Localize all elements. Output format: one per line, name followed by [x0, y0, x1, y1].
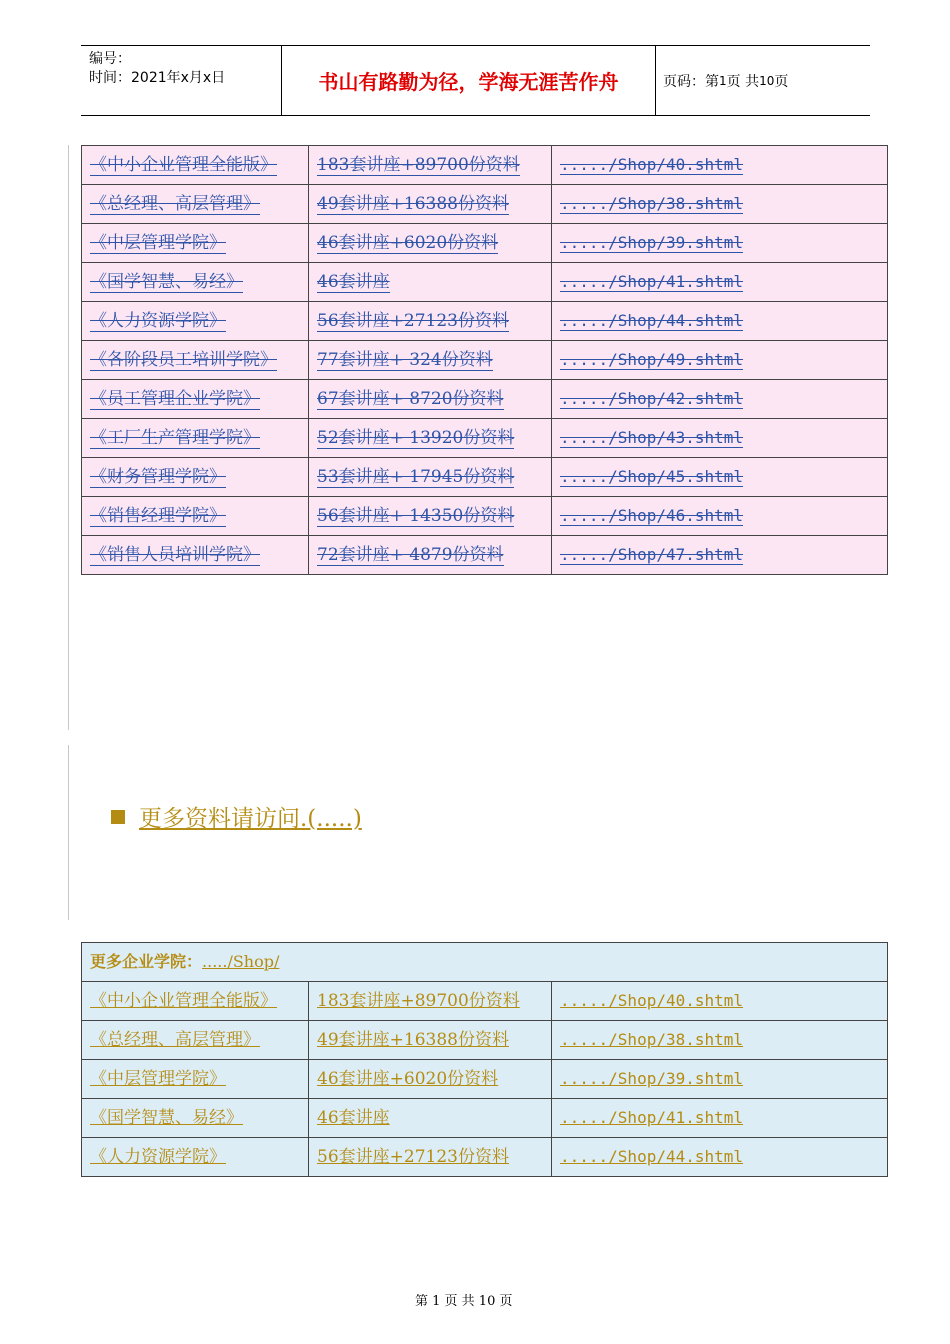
course-name-link[interactable]: 《总经理、高层管理》	[90, 1030, 260, 1050]
page-mid: 页 共	[726, 73, 760, 90]
table-cell	[552, 458, 888, 497]
course-desc-link[interactable]: 49套讲座+16388份资料	[317, 1030, 509, 1050]
table-row	[82, 263, 888, 302]
table-cell	[82, 263, 309, 302]
page-prefix: 页码：第	[663, 73, 719, 90]
course-desc-link[interactable]: 56套讲座+27123份资料	[317, 1147, 509, 1167]
table-cell	[309, 458, 552, 497]
course-desc-link[interactable]: 72套讲座+ 4879份资料	[317, 545, 504, 565]
course-url-link[interactable]: ...../Shop/39.shtml	[560, 233, 744, 252]
table-row	[82, 419, 888, 458]
course-name-link[interactable]: 《中层管理学院》	[90, 233, 226, 253]
course-desc-link[interactable]: 46套讲座	[317, 1108, 390, 1128]
table-cell	[82, 1099, 309, 1138]
table-cell	[82, 1138, 309, 1177]
course-name-link[interactable]: 《销售人员培训学院》	[90, 545, 260, 565]
table-cell	[309, 419, 552, 458]
table-row	[82, 497, 888, 536]
course-url-link[interactable]: ...../Shop/44.shtml	[560, 311, 744, 330]
course-desc-link[interactable]: 67套讲座+ 8720份资料	[317, 389, 504, 409]
table-heading-link[interactable]: ...../Shop/	[202, 952, 280, 971]
table-row	[82, 341, 888, 380]
document-header	[81, 45, 870, 116]
table-row	[82, 536, 888, 575]
course-desc-link[interactable]: 46套讲座+6020份资料	[317, 1069, 499, 1089]
table-cell	[552, 1138, 888, 1177]
course-url-link[interactable]: ...../Shop/39.shtml	[560, 1069, 744, 1088]
table-cell	[82, 341, 309, 380]
table-cell	[552, 1021, 888, 1060]
table-cell	[309, 497, 552, 536]
table-cell	[309, 1021, 552, 1060]
header-motto-cell	[281, 46, 656, 115]
course-name-link[interactable]: 《销售经理学院》	[90, 506, 226, 526]
course-url-link[interactable]: ...../Shop/41.shtml	[560, 272, 744, 291]
number-label: 编号：	[89, 51, 131, 67]
table-cell	[309, 1099, 552, 1138]
table-cell	[552, 341, 888, 380]
course-url-link[interactable]: ...../Shop/42.shtml	[560, 389, 744, 408]
table-row	[82, 146, 888, 185]
table-heading: 更多企业学院：	[90, 952, 203, 971]
table-row	[82, 458, 888, 497]
course-url-link[interactable]: ...../Shop/41.shtml	[560, 1108, 744, 1127]
square-bullet-icon	[111, 810, 125, 824]
table-row	[82, 224, 888, 263]
course-desc-link[interactable]: 183套讲座+89700份资料	[317, 991, 520, 1011]
course-name-link[interactable]: 《各阶段员工培训学院》	[90, 350, 277, 370]
table-cell	[552, 1099, 888, 1138]
course-url-link[interactable]: ...../Shop/46.shtml	[560, 506, 744, 525]
course-url-link[interactable]: ...../Shop/47.shtml	[560, 545, 744, 564]
course-url-link[interactable]: ...../Shop/38.shtml	[560, 1030, 744, 1049]
table-cell	[82, 982, 309, 1021]
course-desc-link[interactable]: 46套讲座+6020份资料	[317, 233, 499, 253]
table-cell	[309, 263, 552, 302]
table-cell	[82, 185, 309, 224]
table-row	[82, 380, 888, 419]
course-url-link[interactable]: ...../Shop/38.shtml	[560, 194, 744, 213]
table-cell	[309, 302, 552, 341]
table-cell	[552, 302, 888, 341]
course-name-link[interactable]: 《员工管理企业学院》	[90, 389, 260, 409]
table-cell	[309, 380, 552, 419]
table-cell	[552, 497, 888, 536]
table-row	[82, 1060, 888, 1099]
table-cell	[82, 536, 309, 575]
table-cell	[552, 1060, 888, 1099]
table-cell	[552, 380, 888, 419]
table-cell	[309, 224, 552, 263]
table-row	[82, 1138, 888, 1177]
table-row	[82, 982, 888, 1021]
table-row	[82, 1099, 888, 1138]
course-name-link[interactable]: 《中小企业管理全能版》	[90, 991, 277, 1011]
table-cell	[82, 458, 309, 497]
table-cell	[552, 263, 888, 302]
course-url-link[interactable]: ...../Shop/40.shtml	[560, 991, 744, 1010]
table-heading-cell	[82, 943, 888, 982]
page-number: 1	[719, 73, 727, 88]
table-cell	[552, 185, 888, 224]
course-name-link[interactable]: 《工厂生产管理学院》	[90, 428, 260, 448]
course-desc-link[interactable]: 183套讲座+89700份资料	[317, 155, 520, 175]
header-motto: 书山有路勤为径，学海无涯苦作舟	[318, 70, 619, 94]
course-desc-link[interactable]: 56套讲座+27123份资料	[317, 311, 509, 331]
table-cell	[82, 1060, 309, 1099]
course-table-blue	[81, 942, 888, 1177]
table-cell	[82, 224, 309, 263]
table-cell	[309, 1138, 552, 1177]
course-desc-link[interactable]: 56套讲座+ 14350份资料	[317, 506, 515, 526]
course-table-pink	[81, 145, 888, 575]
table-row	[82, 302, 888, 341]
page-footer: 第 1 页 共 10 页	[415, 1294, 513, 1309]
table-cell	[309, 982, 552, 1021]
table-cell	[309, 1060, 552, 1099]
course-name-link[interactable]: 《人力资源学院》	[90, 1147, 226, 1167]
margin-line	[68, 745, 69, 920]
page-suffix: 页	[774, 73, 789, 90]
course-url-link[interactable]: ...../Shop/45.shtml	[560, 467, 744, 486]
course-desc-link[interactable]: 46套讲座	[317, 272, 390, 292]
course-name-link[interactable]: 《国学智慧、易经》	[90, 1108, 243, 1128]
table-cell	[82, 419, 309, 458]
course-desc-link[interactable]: 49套讲座+16388份资料	[317, 194, 509, 214]
table-cell	[552, 536, 888, 575]
table-cell	[309, 185, 552, 224]
table-cell	[552, 982, 888, 1021]
course-name-link[interactable]: 《人力资源学院》	[90, 311, 226, 331]
course-name-link[interactable]: 《总经理、高层管理》	[90, 194, 260, 214]
time-label: 时间：2021年x月x日	[89, 70, 226, 86]
table-cell	[552, 419, 888, 458]
table-row	[82, 1021, 888, 1060]
table-cell	[309, 536, 552, 575]
table-heading-row	[82, 943, 888, 982]
table-cell	[309, 146, 552, 185]
course-desc-link[interactable]: 53套讲座+ 17945份资料	[317, 467, 515, 487]
course-name-link[interactable]: 《财务管理学院》	[90, 467, 226, 487]
table-cell	[82, 302, 309, 341]
course-name-link[interactable]: 《中层管理学院》	[90, 1069, 226, 1089]
table-cell	[309, 341, 552, 380]
more-resources-link[interactable]	[111, 800, 362, 833]
course-name-link[interactable]: 《中小企业管理全能版》	[90, 155, 277, 175]
course-url-link[interactable]: ...../Shop/44.shtml	[560, 1147, 744, 1166]
table-cell	[552, 224, 888, 263]
table-cell	[82, 497, 309, 536]
course-url-link[interactable]: ...../Shop/40.shtml	[560, 155, 744, 174]
margin-line	[68, 145, 69, 730]
table-cell	[552, 146, 888, 185]
course-name-link[interactable]: 《国学智慧、易经》	[90, 272, 243, 292]
course-url-link[interactable]: ...../Shop/49.shtml	[560, 350, 744, 369]
more-resources-text[interactable]: 更多资料请访问.(.....)	[139, 806, 362, 832]
table-cell	[82, 380, 309, 419]
table-cell	[82, 146, 309, 185]
table-row	[82, 185, 888, 224]
header-page-info	[655, 46, 870, 115]
header-meta	[81, 46, 281, 115]
page-total: 10	[759, 73, 775, 88]
course-desc-link[interactable]: 52套讲座+ 13920份资料	[317, 428, 515, 448]
course-desc-link[interactable]: 77套讲座+ 324份资料	[317, 350, 493, 370]
course-url-link[interactable]: ...../Shop/43.shtml	[560, 428, 744, 447]
table-cell	[82, 1021, 309, 1060]
